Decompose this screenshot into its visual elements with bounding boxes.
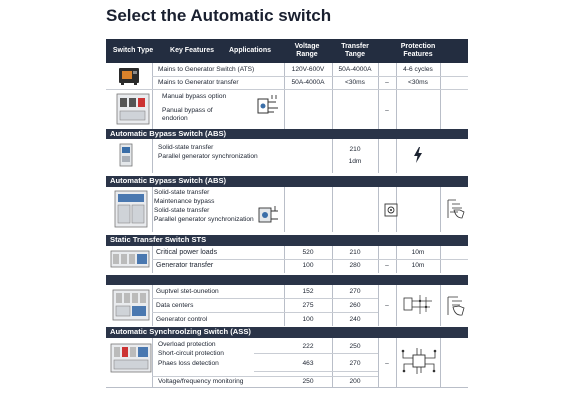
ass-transfer-1: 250 — [349, 343, 361, 350]
ats-row3-dash: – — [385, 107, 389, 114]
generator-panel-icon — [118, 66, 140, 86]
ass-line3: Phaes loss detection — [158, 360, 219, 367]
breaker-strip-icon — [110, 249, 150, 269]
header-voltage-line1: Voltage — [294, 43, 320, 50]
dc-row2-transfer: 260 — [349, 302, 361, 309]
dc-row2-voltage: 275 — [302, 302, 314, 309]
sts-row2-transfer: 280 — [349, 262, 361, 269]
sts-row1-protection: 10m — [411, 249, 425, 256]
group-abs-2 — [106, 187, 468, 232]
table-header — [106, 39, 468, 63]
ats-row1-voltage: 120V-600V — [291, 66, 325, 73]
sts-row2-desc: Generator transfer — [156, 262, 214, 269]
ats-row2-protection: <30ms — [408, 79, 428, 86]
abs1-line1: Solid-state transfer — [158, 144, 214, 151]
section-divider — [106, 275, 468, 285]
circuit-board-icon — [400, 346, 438, 376]
abs2-section-title: Automatic Bypass Switch (ABS) — [110, 176, 227, 185]
sts-row2-dash: – — [385, 262, 389, 269]
settings-dial-icon — [384, 203, 398, 217]
ats-row2-dash: – — [385, 79, 389, 86]
comparison-table — [106, 39, 468, 387]
abs1-transfer1: 210 — [349, 146, 361, 153]
section-sts — [106, 235, 468, 246]
abs2-line2: Maintenance bypass — [154, 198, 215, 205]
abs2-line3: Solid-state transfer — [154, 207, 210, 214]
ass-line1: Overload protection — [158, 341, 216, 348]
bypass-cabinet-icon — [114, 190, 148, 228]
wiring-schematic-icon — [402, 292, 436, 318]
header-transfer-line1: Transfer — [341, 43, 369, 50]
ass-line2: Short-circuit protection — [158, 350, 224, 357]
transfer-panel-icon — [256, 203, 280, 227]
ass-transfer-2: 270 — [349, 360, 361, 367]
header-transfer-line2: Tange — [344, 51, 366, 58]
dc-row1-voltage: 152 — [302, 288, 314, 295]
ass-voltage-1: 222 — [302, 343, 314, 350]
abs1-section-title: Automatic Bypass Switch (ABS) — [110, 129, 227, 138]
meter-wiring-icon — [256, 93, 280, 119]
group-ats — [106, 63, 468, 129]
ats-row1-transfer: 50A-4000A — [338, 66, 372, 73]
sts-row1-voltage: 520 — [302, 249, 314, 256]
hand-touch-icon — [444, 293, 466, 319]
header-protection-line2: Features — [403, 51, 433, 58]
abs2-line4: Parallel generator synchronization — [154, 216, 254, 223]
sync-controller-icon — [110, 342, 152, 374]
header-protection-line1: Protection — [400, 43, 436, 50]
dc-row1-desc: Guptvel stet-ounetion — [156, 288, 219, 295]
sts-row2-voltage: 100 — [302, 262, 314, 269]
section-abs-1 — [106, 129, 468, 139]
dc-row2-desc: Data centers — [156, 302, 194, 309]
solid-state-module-icon — [118, 143, 134, 167]
section-abs-2 — [106, 176, 468, 187]
ass-dash: – — [385, 360, 389, 367]
dc-row3-voltage: 100 — [302, 316, 314, 323]
sts-row2-protection: 10m — [411, 262, 425, 269]
header-key-features: Key Features — [170, 47, 214, 54]
ass-transfer-3: 200 — [349, 378, 361, 385]
group-data-center — [106, 285, 468, 326]
group-sts — [106, 246, 468, 273]
page-title: Select the Automatic switch — [106, 6, 332, 25]
section-ass — [106, 327, 468, 338]
abs2-line1: Solid-state transfer — [154, 189, 210, 196]
dc-row1-transfer: 270 — [349, 288, 361, 295]
ats-row1-protection: 4-6 cycles — [403, 66, 433, 73]
sts-row1-desc: Critical power loads — [156, 249, 218, 256]
dc-row3-desc: Generator control — [156, 316, 208, 323]
bypass-switch-device-icon — [116, 92, 150, 126]
ats-row3-line2: Panual bypass of — [162, 107, 213, 114]
ass-section-title: Automatic Synchroolzing Switch (ASS) — [110, 327, 251, 336]
abs1-transfer2: 1dm — [348, 158, 362, 165]
ats-row3-line3: endorion — [162, 115, 188, 122]
lightning-icon — [413, 147, 423, 163]
sts-row1-transfer: 210 — [349, 249, 361, 256]
group-ass — [106, 338, 468, 387]
hand-circuit-icon — [444, 196, 466, 222]
ats-row2-desc: Mains to Generator transfer — [158, 79, 239, 86]
header-switch-type: Switch Type — [112, 47, 154, 54]
abs1-line2: Parallel generator synchronization — [158, 153, 258, 160]
ats-row2-transfer: <30ms — [345, 79, 365, 86]
ass-voltage-3: 250 — [302, 378, 314, 385]
dc-row3-transfer: 240 — [349, 316, 361, 323]
ats-row2-voltage: 50A-4000A — [291, 79, 325, 86]
ats-row3-line1: Manual bypass option — [162, 93, 227, 100]
header-applications: Applications — [228, 47, 271, 54]
ass-voltage-2: 463 — [302, 360, 314, 367]
dc-row2-dash: – — [385, 302, 389, 309]
group-abs-1 — [106, 139, 468, 173]
ats-row1-desc: Mains to Generator Switch (ATS) — [158, 66, 255, 73]
distribution-board-icon — [112, 288, 150, 322]
ass-line4: Voltage/frequency monitoring — [158, 378, 244, 385]
header-voltage-line2: Range — [296, 51, 318, 58]
sts-section-title: Static Transfer Switch STS — [110, 235, 207, 244]
